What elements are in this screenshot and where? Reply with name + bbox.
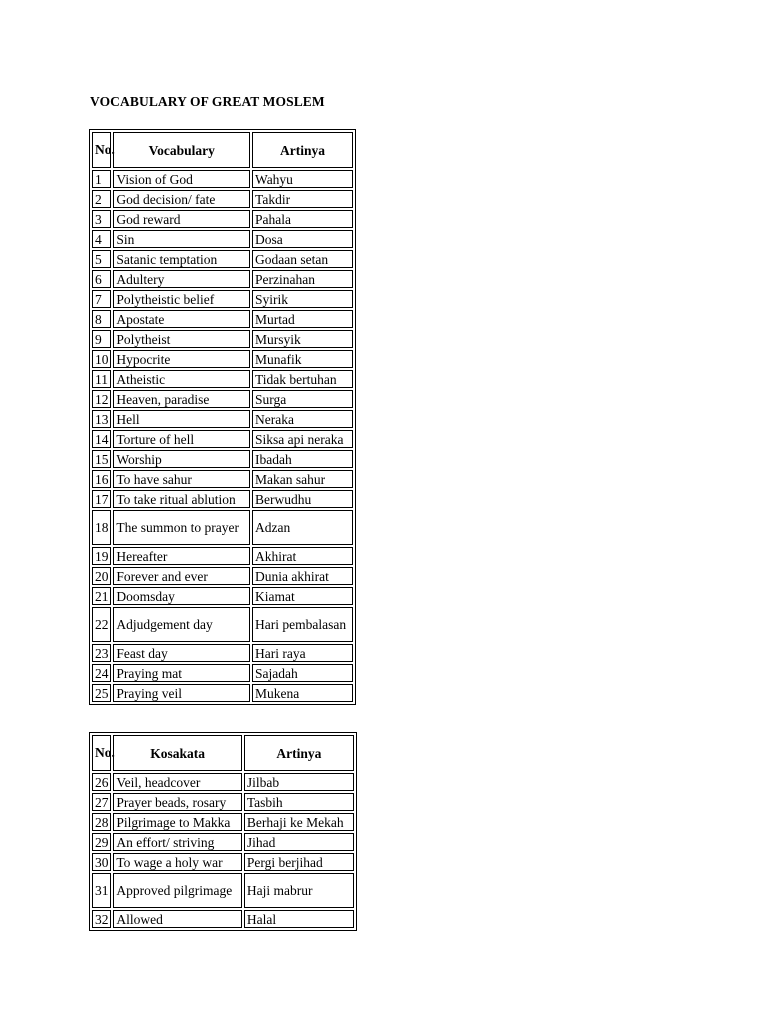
term-cell: Prayer beads, rosary — [113, 793, 241, 811]
row-number-cell: 32 — [92, 910, 111, 928]
table-row — [92, 910, 354, 928]
term-cell: Apostate — [113, 310, 250, 328]
row-number-cell: 23 — [92, 644, 111, 662]
table-row — [92, 370, 353, 388]
translation-cell: Hari raya — [252, 644, 353, 662]
translation-cell: Jilbab — [244, 773, 354, 791]
translation-cell: Dunia akhirat — [252, 567, 353, 585]
table-header-row — [92, 132, 353, 168]
translation-cell: Adzan — [252, 510, 353, 545]
translation-cell: Tidak bertuhan — [252, 370, 353, 388]
column-header-kosakata: Kosakata — [113, 735, 241, 771]
table-header-row — [92, 735, 354, 771]
column-header-artinya: Artinya — [252, 132, 353, 168]
kosakata-table-body — [92, 773, 354, 928]
term-cell: God decision/ fate — [113, 190, 250, 208]
term-cell: Torture of hell — [113, 430, 250, 448]
translation-cell: Tasbih — [244, 793, 354, 811]
table-row — [92, 664, 353, 682]
translation-cell: Murtad — [252, 310, 353, 328]
term-cell: Forever and ever — [113, 567, 250, 585]
table-row — [92, 330, 353, 348]
column-header-no: No. — [92, 132, 111, 168]
term-cell: Praying mat — [113, 664, 250, 682]
row-number-cell: 14 — [92, 430, 111, 448]
table-row — [92, 813, 354, 831]
table-row — [92, 510, 353, 545]
translation-cell: Pergi berjihad — [244, 853, 354, 871]
column-header-no: No. — [92, 735, 111, 771]
translation-cell: Jihad — [244, 833, 354, 851]
row-number-cell: 2 — [92, 190, 111, 208]
row-number-cell: 24 — [92, 664, 111, 682]
term-cell: Praying veil — [113, 684, 250, 702]
translation-cell: Dosa — [252, 230, 353, 248]
translation-cell: Munafik — [252, 350, 353, 368]
table-row — [92, 430, 353, 448]
row-number-cell: 21 — [92, 587, 111, 605]
row-number-cell: 31 — [92, 873, 111, 908]
term-cell: Allowed — [113, 910, 241, 928]
term-cell: Hell — [113, 410, 250, 428]
vocabulary-table — [89, 129, 356, 705]
term-cell: An effort/ striving — [113, 833, 241, 851]
translation-cell: Kiamat — [252, 587, 353, 605]
row-number-cell: 18 — [92, 510, 111, 545]
vocabulary-table-body — [92, 170, 353, 702]
term-cell: Hereafter — [113, 547, 250, 565]
row-number-cell: 20 — [92, 567, 111, 585]
table-row — [92, 490, 353, 508]
term-cell: Adultery — [113, 270, 250, 288]
term-cell: Approved pilgrimage — [113, 873, 241, 908]
row-number-cell: 19 — [92, 547, 111, 565]
table-row — [92, 230, 353, 248]
term-cell: Adjudgement day — [113, 607, 250, 642]
term-cell: Sin — [113, 230, 250, 248]
table-row — [92, 773, 354, 791]
translation-cell: Halal — [244, 910, 354, 928]
row-number-cell: 1 — [92, 170, 111, 188]
translation-cell: Wahyu — [252, 170, 353, 188]
row-number-cell: 8 — [92, 310, 111, 328]
table-row — [92, 310, 353, 328]
table-row — [92, 390, 353, 408]
translation-cell: Makan sahur — [252, 470, 353, 488]
term-cell: Atheistic — [113, 370, 250, 388]
table-row — [92, 290, 353, 308]
table-row — [92, 210, 353, 228]
translation-cell: Ibadah — [252, 450, 353, 468]
term-cell: Pilgrimage to Makka — [113, 813, 241, 831]
table-row — [92, 270, 353, 288]
row-number-cell: 12 — [92, 390, 111, 408]
term-cell: Worship — [113, 450, 250, 468]
translation-cell: Syirik — [252, 290, 353, 308]
term-cell: Polytheistic belief — [113, 290, 250, 308]
row-number-cell: 11 — [92, 370, 111, 388]
row-number-cell: 28 — [92, 813, 111, 831]
translation-cell: Godaan setan — [252, 250, 353, 268]
term-cell: Hypocrite — [113, 350, 250, 368]
row-number-cell: 13 — [92, 410, 111, 428]
row-number-cell: 22 — [92, 607, 111, 642]
term-cell: To have sahur — [113, 470, 250, 488]
row-number-cell: 3 — [92, 210, 111, 228]
term-cell: Feast day — [113, 644, 250, 662]
translation-cell: Mukena — [252, 684, 353, 702]
table-row — [92, 250, 353, 268]
row-number-cell: 6 — [92, 270, 111, 288]
translation-cell: Surga — [252, 390, 353, 408]
row-number-cell: 25 — [92, 684, 111, 702]
row-number-cell: 9 — [92, 330, 111, 348]
term-cell: Heaven, paradise — [113, 390, 250, 408]
translation-cell: Sajadah — [252, 664, 353, 682]
table-row — [92, 410, 353, 428]
row-number-cell: 5 — [92, 250, 111, 268]
translation-cell: Perzinahan — [252, 270, 353, 288]
translation-cell: Pahala — [252, 210, 353, 228]
table-row — [92, 170, 353, 188]
table-row — [92, 350, 353, 368]
term-cell: To wage a holy war — [113, 853, 241, 871]
column-header-artinya: Artinya — [244, 735, 354, 771]
row-number-cell: 26 — [92, 773, 111, 791]
table-row — [92, 607, 353, 642]
table-row — [92, 853, 354, 871]
term-cell: Vision of God — [113, 170, 250, 188]
translation-cell: Mursyik — [252, 330, 353, 348]
translation-cell: Berwudhu — [252, 490, 353, 508]
table-row — [92, 547, 353, 565]
table-row — [92, 587, 353, 605]
table-row — [92, 833, 354, 851]
row-number-cell: 10 — [92, 350, 111, 368]
translation-cell: Takdir — [252, 190, 353, 208]
row-number-cell: 16 — [92, 470, 111, 488]
term-cell: Satanic temptation — [113, 250, 250, 268]
row-number-cell: 4 — [92, 230, 111, 248]
column-header-vocabulary: Vocabulary — [113, 132, 250, 168]
table-row — [92, 190, 353, 208]
table-row — [92, 567, 353, 585]
page-title: VOCABULARY OF GREAT MOSLEM — [90, 94, 325, 109]
term-cell: The summon to prayer — [113, 510, 250, 545]
term-cell: Polytheist — [113, 330, 250, 348]
term-cell: Doomsday — [113, 587, 250, 605]
translation-cell: Akhirat — [252, 547, 353, 565]
table-row — [92, 644, 353, 662]
row-number-cell: 7 — [92, 290, 111, 308]
row-number-cell: 17 — [92, 490, 111, 508]
translation-cell: Haji mabrur — [244, 873, 354, 908]
translation-cell: Siksa api neraka — [252, 430, 353, 448]
table-row — [92, 470, 353, 488]
term-cell: God reward — [113, 210, 250, 228]
translation-cell: Berhaji ke Mekah — [244, 813, 354, 831]
translation-cell: Hari pembalasan — [252, 607, 353, 642]
row-number-cell: 27 — [92, 793, 111, 811]
term-cell: Veil, headcover — [113, 773, 241, 791]
table-row — [92, 684, 353, 702]
translation-cell: Neraka — [252, 410, 353, 428]
table-row — [92, 873, 354, 908]
row-number-cell: 15 — [92, 450, 111, 468]
row-number-cell: 29 — [92, 833, 111, 851]
term-cell: To take ritual ablution — [113, 490, 250, 508]
row-number-cell: 30 — [92, 853, 111, 871]
table-row — [92, 450, 353, 468]
table-row — [92, 793, 354, 811]
kosakata-table — [89, 732, 357, 931]
